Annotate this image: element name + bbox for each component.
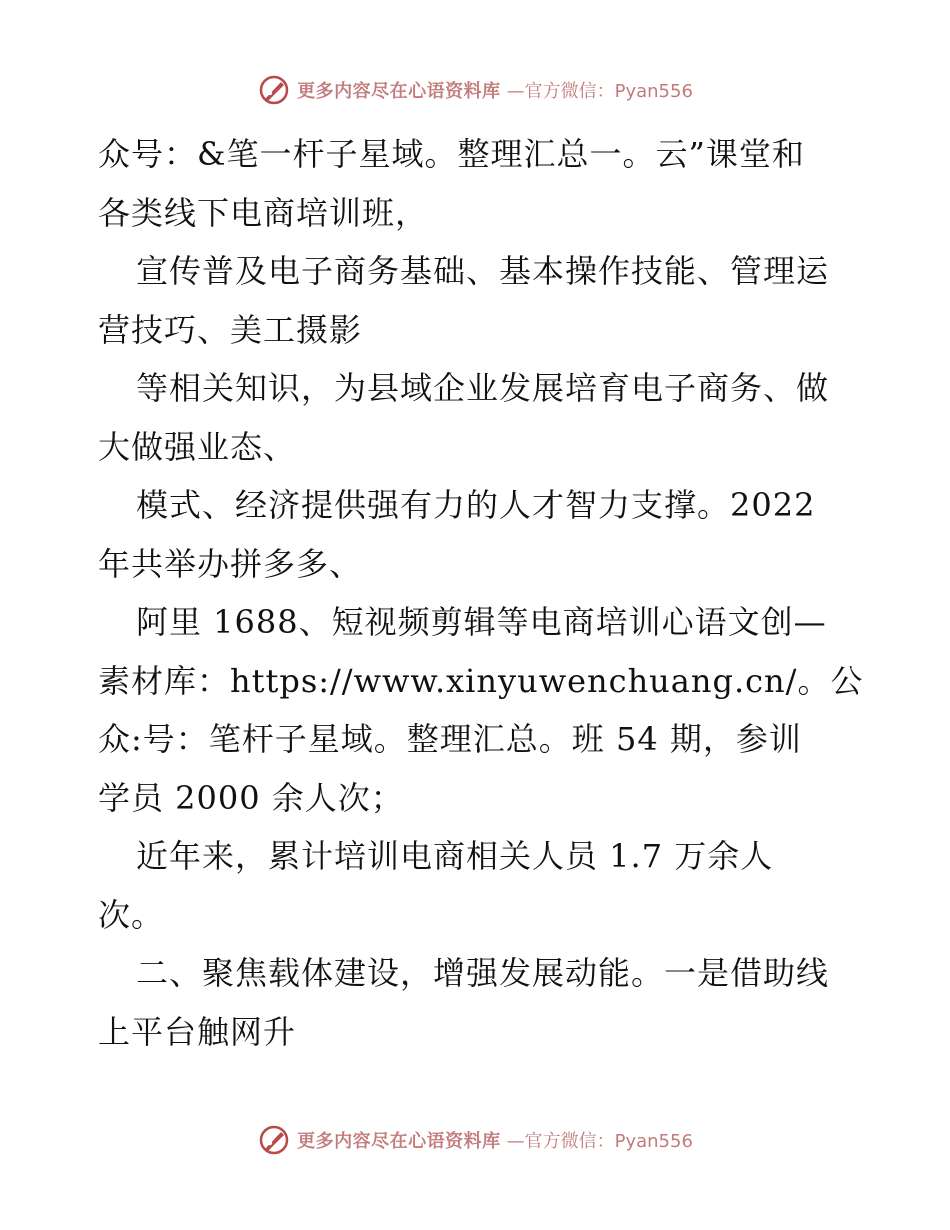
body-line: 次。: [98, 895, 165, 934]
body-line: 宣传普及电子商务基础、基本操作技能、管理运: [136, 252, 830, 290]
body-line: 上平台触网升: [98, 1012, 297, 1051]
header-banner-wechat: —官方微信：Pyan556: [506, 81, 693, 102]
body-line: 等相关知识，为县域企业发展培育电子商务、做: [136, 369, 830, 407]
header-banner-title: 更多内容尽在心语资料库: [297, 81, 501, 102]
body-line: 年共举办拼多多、: [98, 544, 363, 583]
body-line: 营技巧、美工摄影: [98, 310, 363, 349]
footer-banner: [0, 1120, 950, 1160]
body-line: 二、聚焦载体建设，增强发展动能。一是借助线: [136, 954, 830, 992]
footer-banner-title: 更多内容尽在心语资料库: [297, 1131, 501, 1152]
body-line: 学员 2000 余人次；: [98, 778, 404, 817]
header-banner: [0, 70, 950, 110]
body-line: 众号：&笔一杆子星域。整理汇总一。云”课堂和: [98, 135, 805, 173]
body-line: 模式、经济提供强有力的人才智力支撑。2022: [136, 486, 816, 524]
body-line: 近年来，累计培训电商相关人员 1.7 万余人: [136, 837, 774, 875]
body-line: 阿里 1688、短视频剪辑等电商培训心语文创—: [136, 603, 827, 641]
footer-banner-wechat: —官方微信：Pyan556: [506, 1131, 693, 1152]
pen-circle-logo-icon: [257, 73, 291, 107]
document-body: [98, 125, 864, 1061]
body-line: 大做强业态、: [98, 427, 297, 466]
body-line: 素材库：https://www.xinyuwenchuang.cn/。公: [98, 661, 864, 700]
body-line: 众:号：笔杆子星域。整理汇总。班 54 期，参训: [98, 720, 802, 758]
body-line: 各类线下电商培训班，: [98, 193, 429, 232]
pen-circle-logo-icon: [257, 1123, 291, 1157]
